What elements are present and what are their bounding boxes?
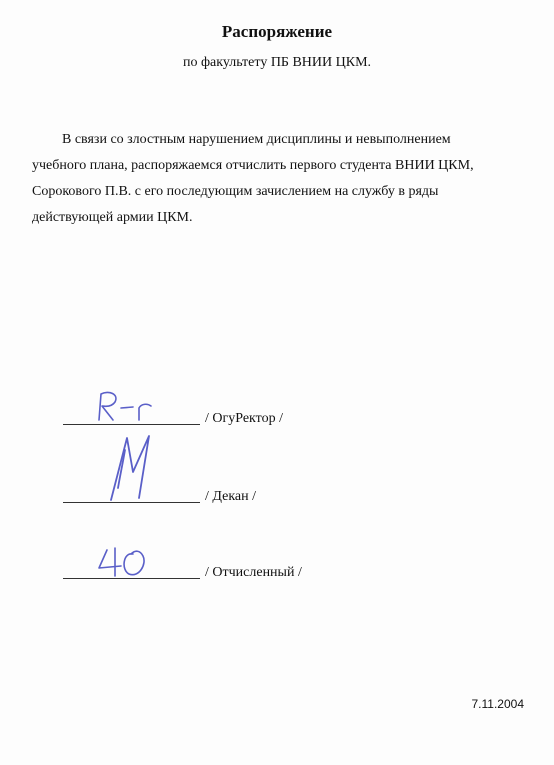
signature-line bbox=[63, 502, 200, 503]
document-body-text: В связи со злостным нарушением дисциплины и невыполнением учебного плана, распоряжаемся отчислить первого студента ВНИИ ЦКМ, Сорокового П.В. с его последующим зачислением на службу в ряды действующей армии ЦКМ. bbox=[32, 132, 474, 225]
signature-rector-handwriting bbox=[63, 364, 200, 424]
signature-row-dean bbox=[63, 478, 323, 508]
signature-dean-handwriting bbox=[63, 432, 200, 502]
signature-line bbox=[63, 424, 200, 425]
document-subtitle: по факультету ПБ ВНИИ ЦКМ. bbox=[182, 55, 372, 70]
signature-role-label: / Отчисленный / bbox=[205, 565, 302, 580]
signature-role-label: / ОгуРектор / bbox=[205, 411, 283, 426]
signature-rector-svg bbox=[63, 364, 200, 424]
signature-row-rector bbox=[63, 400, 323, 430]
signature-expelled-svg bbox=[63, 518, 200, 578]
document-date: 7.11.2004 bbox=[471, 697, 524, 711]
document-body bbox=[32, 127, 502, 231]
document-title: Распоряжение bbox=[221, 22, 333, 41]
signature-expelled-handwriting bbox=[63, 518, 200, 578]
signature-dean-svg bbox=[63, 432, 200, 502]
signature-line bbox=[63, 578, 200, 579]
signature-row-expelled bbox=[63, 554, 323, 584]
signature-role-label: / Декан / bbox=[205, 489, 257, 504]
